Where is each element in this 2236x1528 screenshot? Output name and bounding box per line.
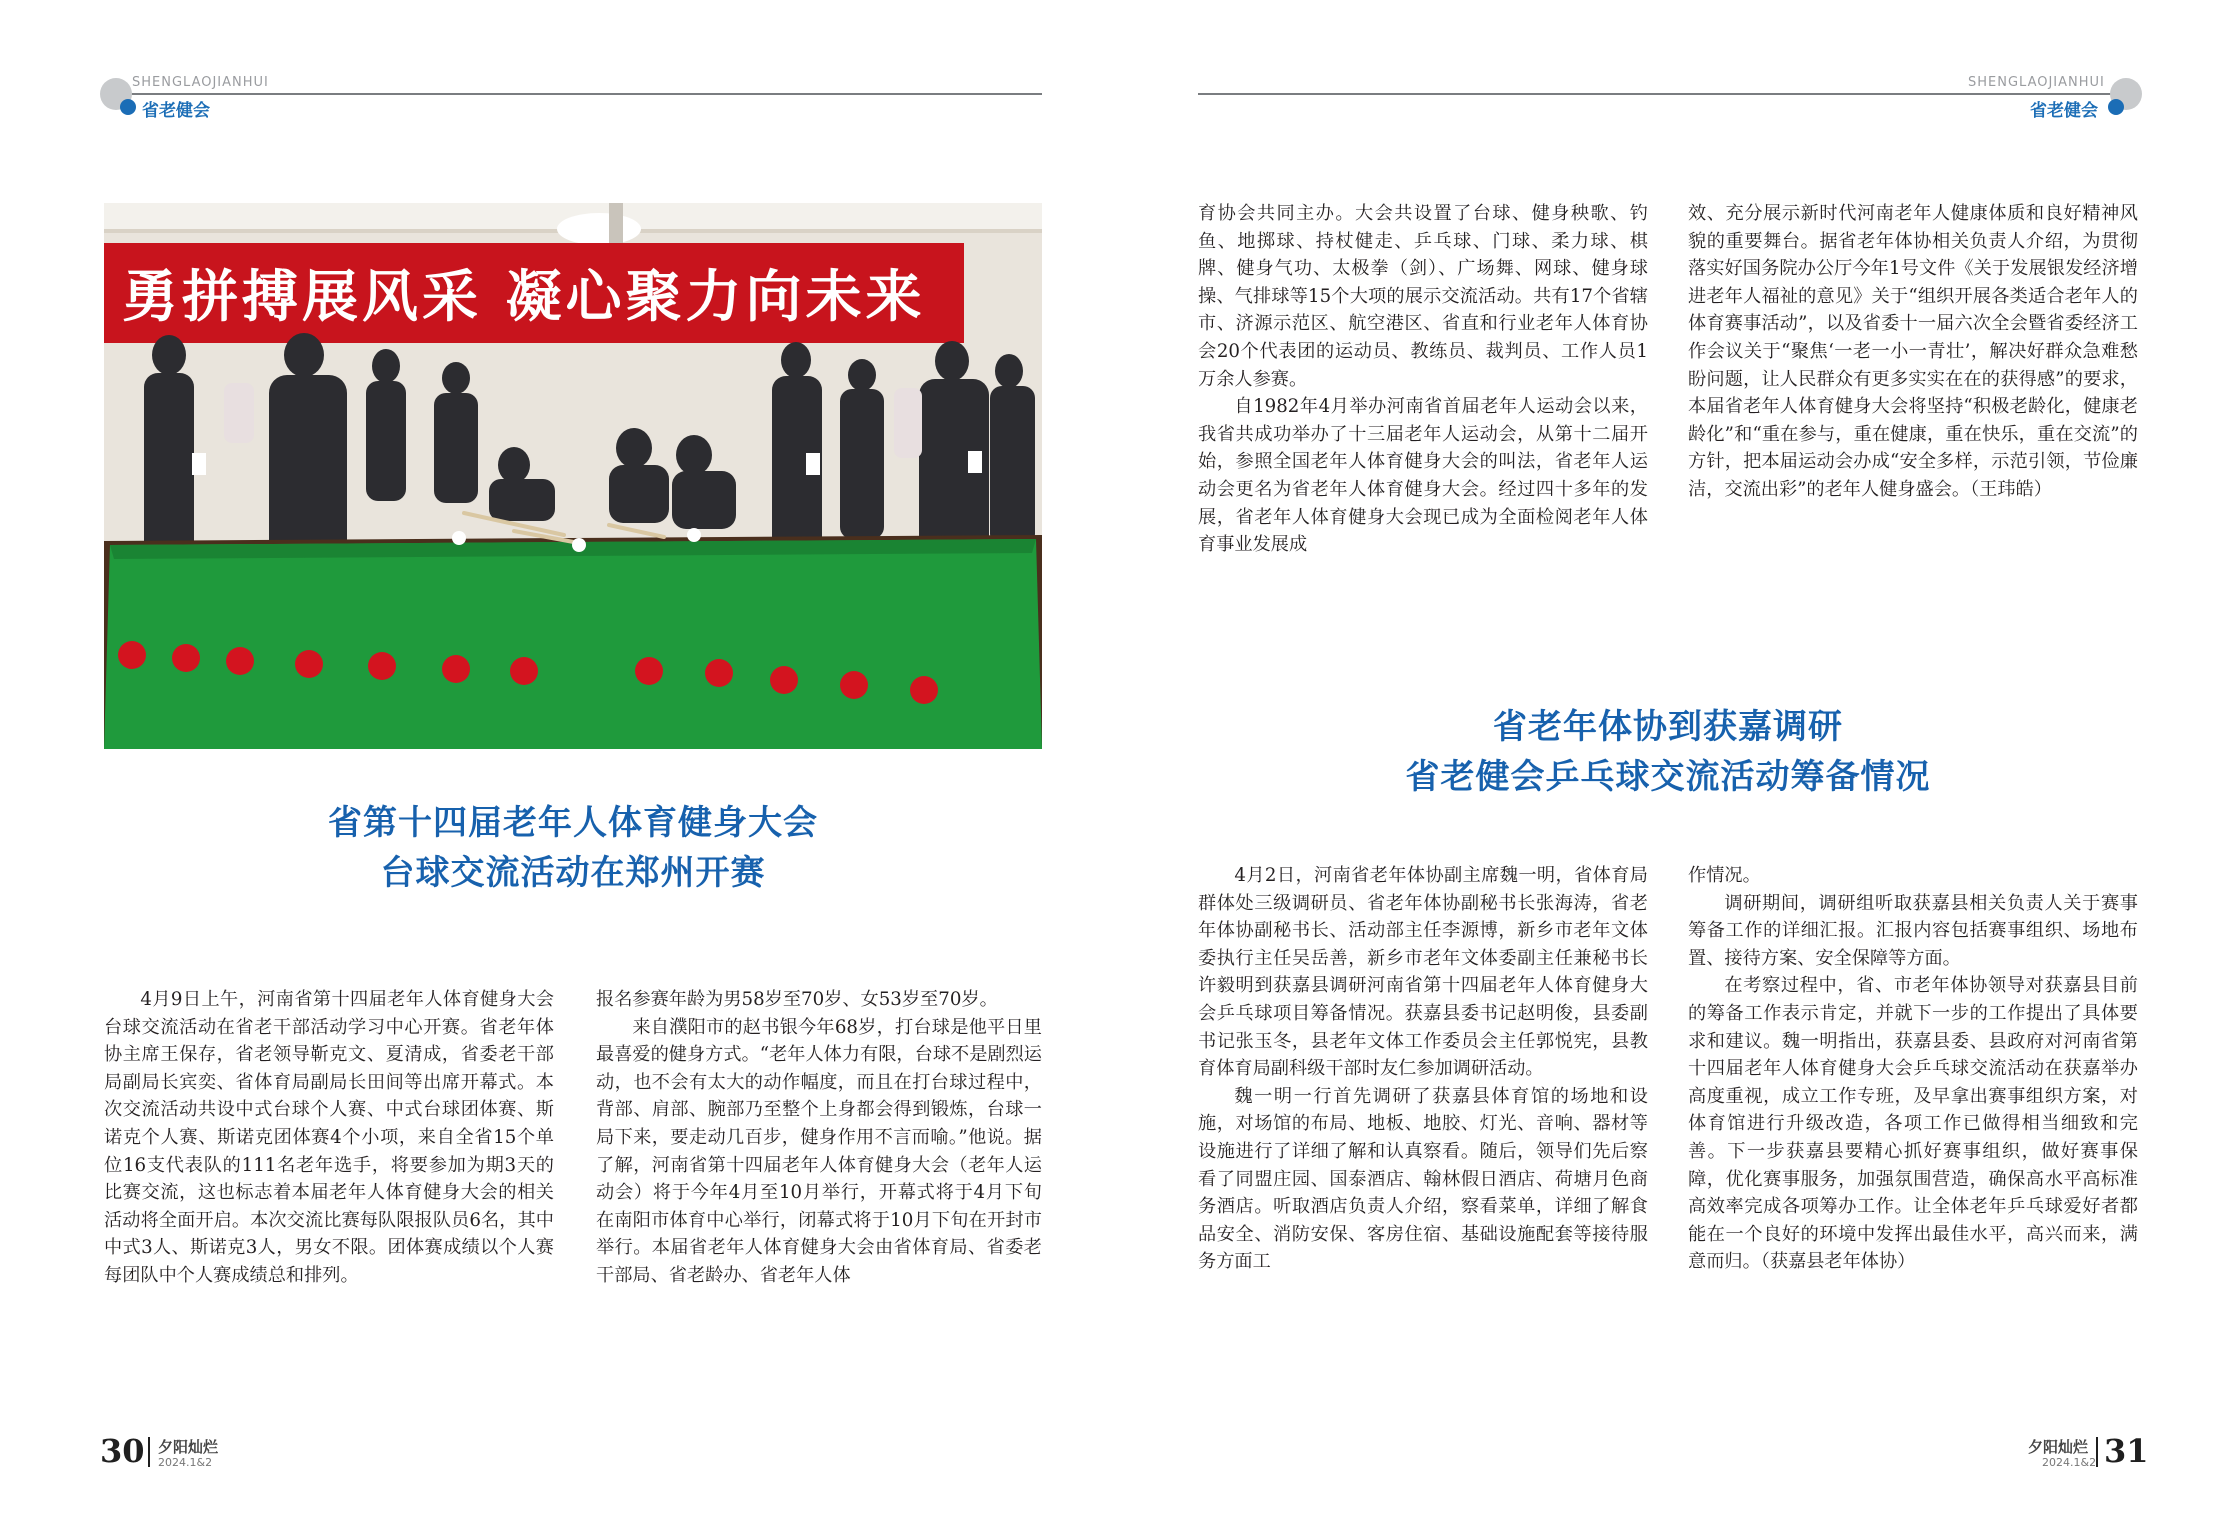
right-header-rule — [1198, 93, 2138, 95]
article1-column2 — [596, 986, 1042, 1290]
article1-title — [104, 798, 1042, 898]
article2-title-line2: 省老健会乒乓球交流活动筹备情况 — [1405, 757, 1931, 797]
article2-paragraph-continued: 作情况。 — [1688, 865, 1761, 886]
article2-paragraph: 调研期间，调研组听取获嘉县相关负责人关于赛事筹备工作的详细汇报。汇报内容包括赛事组织、场地布置、接待方案、安全保障等方面。 — [1688, 892, 2138, 969]
left-header-pinyin: SHENGLAOJIANHUI — [132, 75, 269, 90]
article2-title-line1: 省老年体协到获嘉调研 — [1493, 707, 1843, 747]
article2-column2 — [1688, 862, 2138, 1276]
article2-title — [1198, 702, 2138, 802]
article1-paragraph: 自1982年4月举办河南省首届老年人运动会以来，我省共成功举办了十三届老年人运动会，从第十二届开始，参照全国老年人体育健身大会的叫法，省老年人运动会更名为省老年人体育健身大会。经过四十多年的发展，省老年人体育健身大会现已成为全面检阅老年人体育事业发展成 — [1198, 396, 1648, 556]
right-folio-divider — [2096, 1437, 2098, 1467]
right-header-section: 省老健会 — [2030, 101, 2098, 121]
left-page-number: 30 — [100, 1432, 145, 1470]
left-header-dot — [120, 99, 136, 115]
event-photo — [104, 203, 1042, 749]
article1-column3 — [1198, 200, 1648, 559]
left-folio-divider — [148, 1437, 150, 1467]
left-header-rule — [106, 93, 1042, 95]
article1-column1 — [104, 986, 554, 1290]
article1-paragraph-continued: 育协会共同主办。大会共设置了台球、健身秧歌、钓鱼、地掷球、持杖健走、乒乓球、门球、柔力球、棋牌、健身气功、太极拳（剑）、广场舞、网球、健身球操、气排球等15个大项的展示交流活动。共有17个省辖市、济源示范区、航空港区、省直和行业老年人体育协会20个代表团的运动员、教练员、裁判员、工作人员1万余人参赛。 — [1198, 203, 1648, 390]
article1-paragraph-continued: 报名参赛年龄为男58岁至70岁、女53岁至70岁。 — [596, 989, 998, 1010]
left-issue-date: 2024.1&2 — [158, 1456, 213, 1469]
right-magazine-name: 夕阳灿烂 — [2028, 1438, 2089, 1456]
article1-column4 — [1688, 200, 2138, 504]
article2-column1 — [1198, 862, 1648, 1276]
article1-paragraph-continued: 效、充分展示新时代河南老年人健康体质和良好精神风貌的重要舞台。据省老年体协相关负责人介绍，为贯彻落实好国务院办公厅今年1号文件《关于发展银发经济增进老年人福祉的意见》关于“组织开展各类适合老年人的体育赛事活动”，以及省委十一届六次全会暨省委经济工作会议关于“聚焦‘一老一小一青壮’，解决好群众急难愁盼问题，让人民群众有更多实实在在的获得感”的要求，本届省老年人体育健身大会将坚持“积极老龄化，健康老龄化”和“重在参与，重在健康，重在快乐，重在交流”的方针，把本届运动会办成“安全多样，示范引领，节俭廉洁，交流出彩”的老年人健身盛会。（王玮皓） — [1688, 203, 2138, 500]
banner-text: 勇拼搏展风采 凝心聚力向未来 — [122, 265, 926, 330]
right-page-number: 31 — [2104, 1432, 2149, 1470]
article1-title-line1: 省第十四届老年人体育健身大会 — [328, 803, 818, 843]
right-issue-date: 2024.1&2 — [2042, 1456, 2097, 1469]
article2-paragraph: 在考察过程中，省、市老年体协领导对获嘉县目前的筹备工作表示肯定，并就下一步的工作提出了具体要求和建议。魏一明指出，获嘉县委、县政府对河南省第十四届老年人体育健身大会乒乓球交流活动在获嘉举办高度重视，成立工作专班，及早拿出赛事组织方案，对体育馆进行升级改造，各项工作已做得相当细致和完善。下一步获嘉县要精心抓好赛事组织，做好赛事保障，优化赛事服务，加强氛围营造，确保高水平高标准高效率完成各项筹办工作。让全体老年乒乓球爱好者都能在一个良好的环境中发挥出最佳水平，高兴而来，满意而归。（获嘉县老年体协） — [1688, 975, 2138, 1273]
right-header-pinyin: SHENGLAOJIANHUI — [1968, 75, 2105, 90]
billiards-scene — [104, 203, 1042, 749]
right-header-dot — [2108, 99, 2124, 115]
table-felt — [104, 539, 1042, 749]
article2-paragraph: 4月2日，河南省老年体协副主席魏一明，省体育局群体处三级调研员、省老年体协副秘书长张海涛，省老年体协副秘书长、活动部主任李源博，新乡市老年文体委执行主任吴岳善，新乡市老年文体委副主任兼秘书长许毅明到获嘉县调研河南省第十四届老年人体育健身大会乒乓球项目筹备情况。获嘉县委书记赵明俊，县委副书记张玉冬，县老年文体工作委员会主任郭悦宪，县教育体育局副科级干部时友仁参加调研活动。 — [1198, 865, 1648, 1080]
article1-paragraph: 4月9日上午，河南省第十四届老年人体育健身大会台球交流活动在省老干部活动学习中心开赛。省老年体协主席王保存，省老领导靳克文、夏清成，省委老干部局副局长宾奕、省体育局副局长田间等出席开幕式。本次交流活动共设中式台球个人赛、中式台球团体赛、斯诺克个人赛、斯诺克团体赛4个小项，来自全省15个单位16支代表队的111名老年选手，将要参加为期3天的比赛交流，这也标志着本届老年人体育健身大会的相关活动将全面开启。本次交流比赛每队限报队员6名，其中中式3人、斯诺克3人，男女不限。团体赛成绩以个人赛每团队中个人赛成绩总和排列。 — [104, 989, 554, 1286]
left-magazine-name: 夕阳灿烂 — [158, 1438, 219, 1456]
article1-title-line2: 台球交流活动在郑州开赛 — [380, 853, 766, 893]
left-header-section: 省老健会 — [142, 101, 210, 121]
article1-paragraph: 来自濮阳市的赵书银今年68岁，打台球是他平日里最喜爱的健身方式。“老年人体力有限，台球不是剧烈运动，也不会有太大的动作幅度，而且在打台球过程中，背部、肩部、腕部乃至整个上身都会得到锻炼，台球一局下来，要走动几百步，健身作用不言而喻。”他说。据了解，河南省第十四届老年人体育健身大会（老年人运动会）将于今年4月至10月举行，开幕式将于4月下旬在南阳市体育中心举行，闭幕式将于10月下旬在开封市举行。本届省老年人体育健身大会由省体育局、省委老干部局、省老龄办、省老年人体 — [596, 1016, 1042, 1286]
article2-paragraph: 魏一明一行首先调研了获嘉县体育馆的场地和设施，对场馆的布局、地板、地胶、灯光、音响、器材等设施进行了详细了解和认真察看。随后，领导们先后察看了同盟庄园、国泰酒店、翰林假日酒店、荷塘月色商务酒店。听取酒店负责人介绍，察看菜单，详细了解食品安全、消防安保、客房住宿、基础设施配套等接待服务方面工 — [1198, 1085, 1648, 1273]
